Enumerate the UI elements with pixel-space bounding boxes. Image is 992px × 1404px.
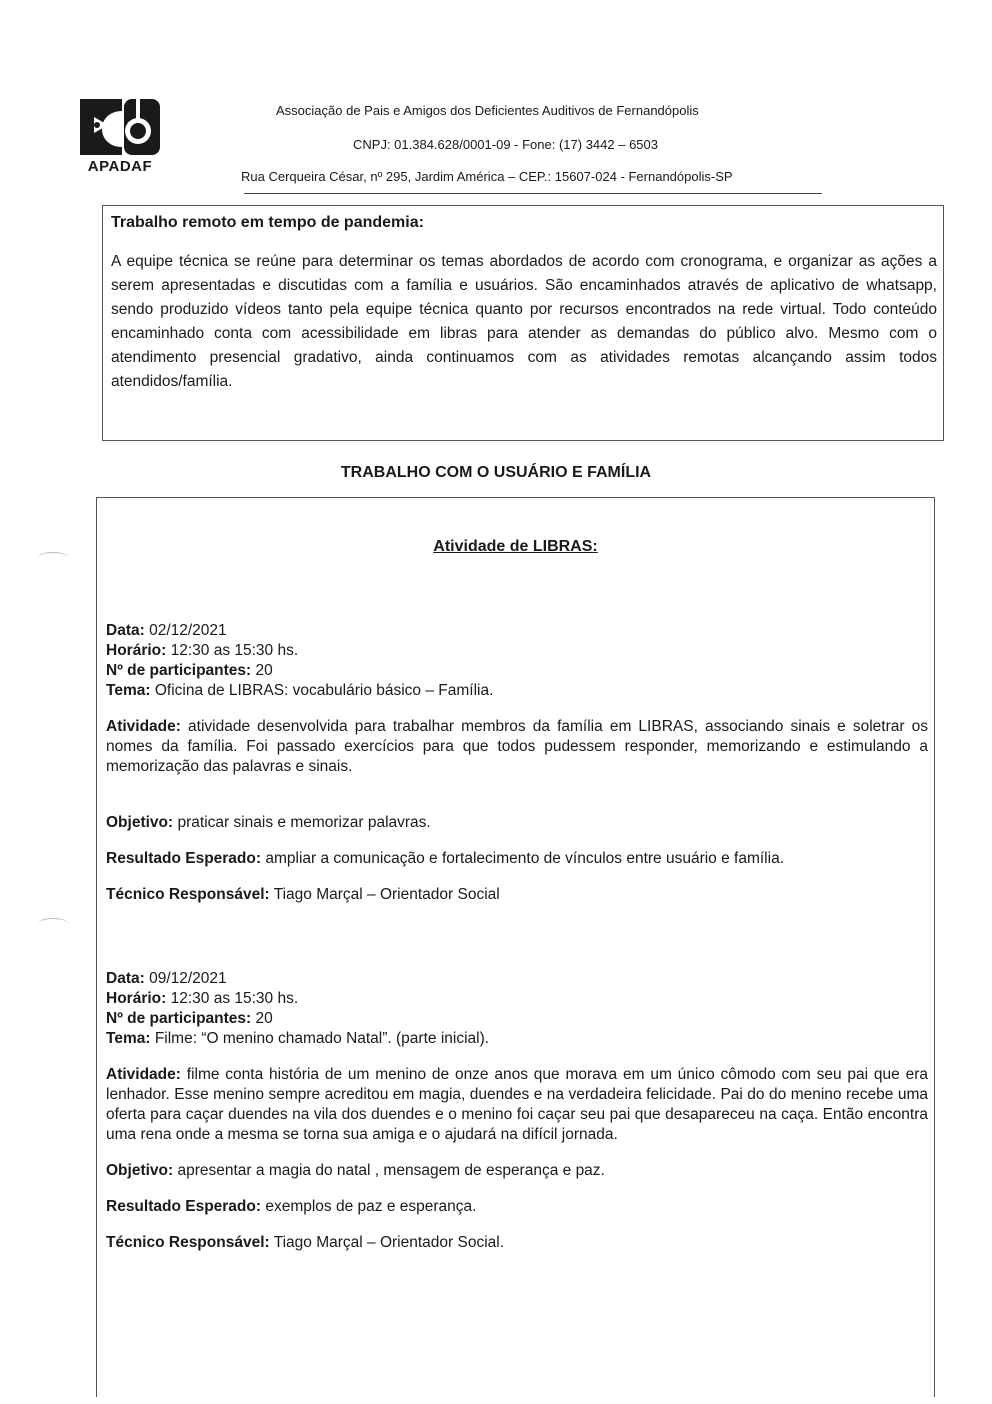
objective-label: Objetivo: bbox=[106, 814, 174, 831]
scan-mark bbox=[38, 552, 68, 563]
activity-entry bbox=[106, 969, 928, 1253]
technician-value: Tiago Marçal – Orientador Social bbox=[273, 886, 500, 903]
participants-line bbox=[106, 1009, 928, 1029]
technician-line bbox=[106, 1233, 928, 1253]
participants-value: 20 bbox=[255, 1010, 273, 1027]
participants-line bbox=[106, 661, 928, 681]
participants-label: Nº de participantes: bbox=[106, 1010, 252, 1027]
theme-value: Oficina de LIBRAS: vocabulário básico – Família. bbox=[154, 682, 494, 699]
expected-value: exemplos de paz e esperança. bbox=[265, 1198, 477, 1215]
expected-label: Resultado Esperado: bbox=[106, 850, 262, 867]
technician-line bbox=[106, 885, 928, 905]
objective-line bbox=[106, 1161, 928, 1181]
expected-line bbox=[106, 1197, 928, 1217]
objective-value: apresentar a magia do natal , mensagem de esperança e paz. bbox=[177, 1162, 605, 1179]
date-value: 02/12/2021 bbox=[149, 622, 227, 639]
apadaf-logo bbox=[74, 95, 166, 175]
scan-mark bbox=[38, 918, 68, 929]
activity-label: Atividade: bbox=[106, 718, 181, 735]
date-label: Data: bbox=[106, 622, 145, 639]
section-title: TRABALHO COM O USUÁRIO E FAMÍLIA bbox=[340, 464, 652, 481]
date-value: 09/12/2021 bbox=[149, 970, 227, 987]
theme-label: Tema: bbox=[106, 1030, 151, 1047]
objective-label: Objetivo: bbox=[106, 1162, 174, 1179]
header-divider bbox=[244, 193, 822, 194]
activities-box bbox=[96, 497, 935, 1397]
expected-label: Resultado Esperado: bbox=[106, 1198, 262, 1215]
activity-entry bbox=[106, 621, 928, 905]
expected-value: ampliar a comunicação e fortalecimento de vínculos entre usuário e família. bbox=[265, 850, 784, 867]
date-line bbox=[106, 621, 928, 641]
date-label: Data: bbox=[106, 970, 145, 987]
activity-line bbox=[106, 1065, 928, 1145]
participants-label: Nº de participantes: bbox=[106, 662, 252, 679]
activity-title: Atividade de LIBRAS: bbox=[433, 538, 598, 555]
technician-label: Técnico Responsável: bbox=[106, 886, 270, 903]
activity-value: filme conta história de um menino de onze anos que morava em um único cômodo com seu pai que era lenhador. Esse menino sempre acreditou em magia, duendes e na verdadeira felicidade. Pai do do menino recebe uma oferta para caçar duendes na vila dos duendes e o menino foi caçar seu pai que desapareceu na caça. Então encontra uma rena onde a mesma se torna sua amiga e o ajudará na difícil jornada. bbox=[106, 1066, 929, 1143]
time-label: Horário: bbox=[106, 990, 167, 1007]
objective-value: praticar sinais e memorizar palavras. bbox=[177, 814, 431, 831]
date-line bbox=[106, 969, 928, 989]
theme-line bbox=[106, 1029, 928, 1049]
theme-label: Tema: bbox=[106, 682, 151, 699]
logo-text: APADAF bbox=[87, 158, 153, 175]
expected-line bbox=[106, 849, 928, 869]
time-label: Horário: bbox=[106, 642, 167, 659]
theme-line bbox=[106, 681, 928, 701]
time-line bbox=[106, 989, 928, 1009]
objective-line bbox=[106, 813, 928, 833]
participants-value: 20 bbox=[255, 662, 273, 679]
remote-work-title: Trabalho remoto em tempo de pandemia: bbox=[111, 214, 424, 231]
time-value: 12:30 as 15:30 hs. bbox=[170, 990, 299, 1007]
remote-work-body: A equipe técnica se reúne para determinar os temas abordados de acordo com cronograma, e organizar as ações a serem apresentadas e discutidas com a família e usuários. São encaminhados através de aplicativo de whatsapp, sendo produzido vídeos tanto pela equipe técnica quanto por recursos encontrados na rede virtual. Todo conteúdo encaminhado conta com acessibilidade em libras para atender as demandas do público alvo. Mesmo com o atendimento presencial gradativo, ainda continuamos com as atividades remotas alcançando assim todos atendidos/família. bbox=[111, 253, 937, 390]
theme-value: Filme: “O menino chamado Natal”. (parte inicial). bbox=[154, 1030, 490, 1047]
technician-value: Tiago Marçal – Orientador Social. bbox=[273, 1234, 505, 1251]
org-name: Associação de Pais e Amigos dos Deficientes Auditivos de Fernandópolis bbox=[276, 103, 699, 118]
remote-work-box bbox=[102, 205, 944, 441]
activity-value: atividade desenvolvida para trabalhar membros da família em LIBRAS, associando sinais e soletrar os nomes da família. Foi passado exercícios para que todos pudessem responder, memorizando e estimulando a memorização das palavras e sinais. bbox=[106, 718, 929, 775]
activity-line bbox=[106, 717, 928, 777]
time-value: 12:30 as 15:30 hs. bbox=[170, 642, 299, 659]
technician-label: Técnico Responsável: bbox=[106, 1234, 270, 1251]
org-cnpj-phone: CNPJ: 01.384.628/0001-09 - Fone: (17) 3442 – 6503 bbox=[353, 137, 658, 152]
time-line bbox=[106, 641, 928, 661]
org-address: Rua Cerqueira César, nº 295, Jardim América – CEP.: 15607-024 - Fernandópolis-SP bbox=[241, 169, 733, 184]
activity-label: Atividade: bbox=[106, 1066, 181, 1083]
